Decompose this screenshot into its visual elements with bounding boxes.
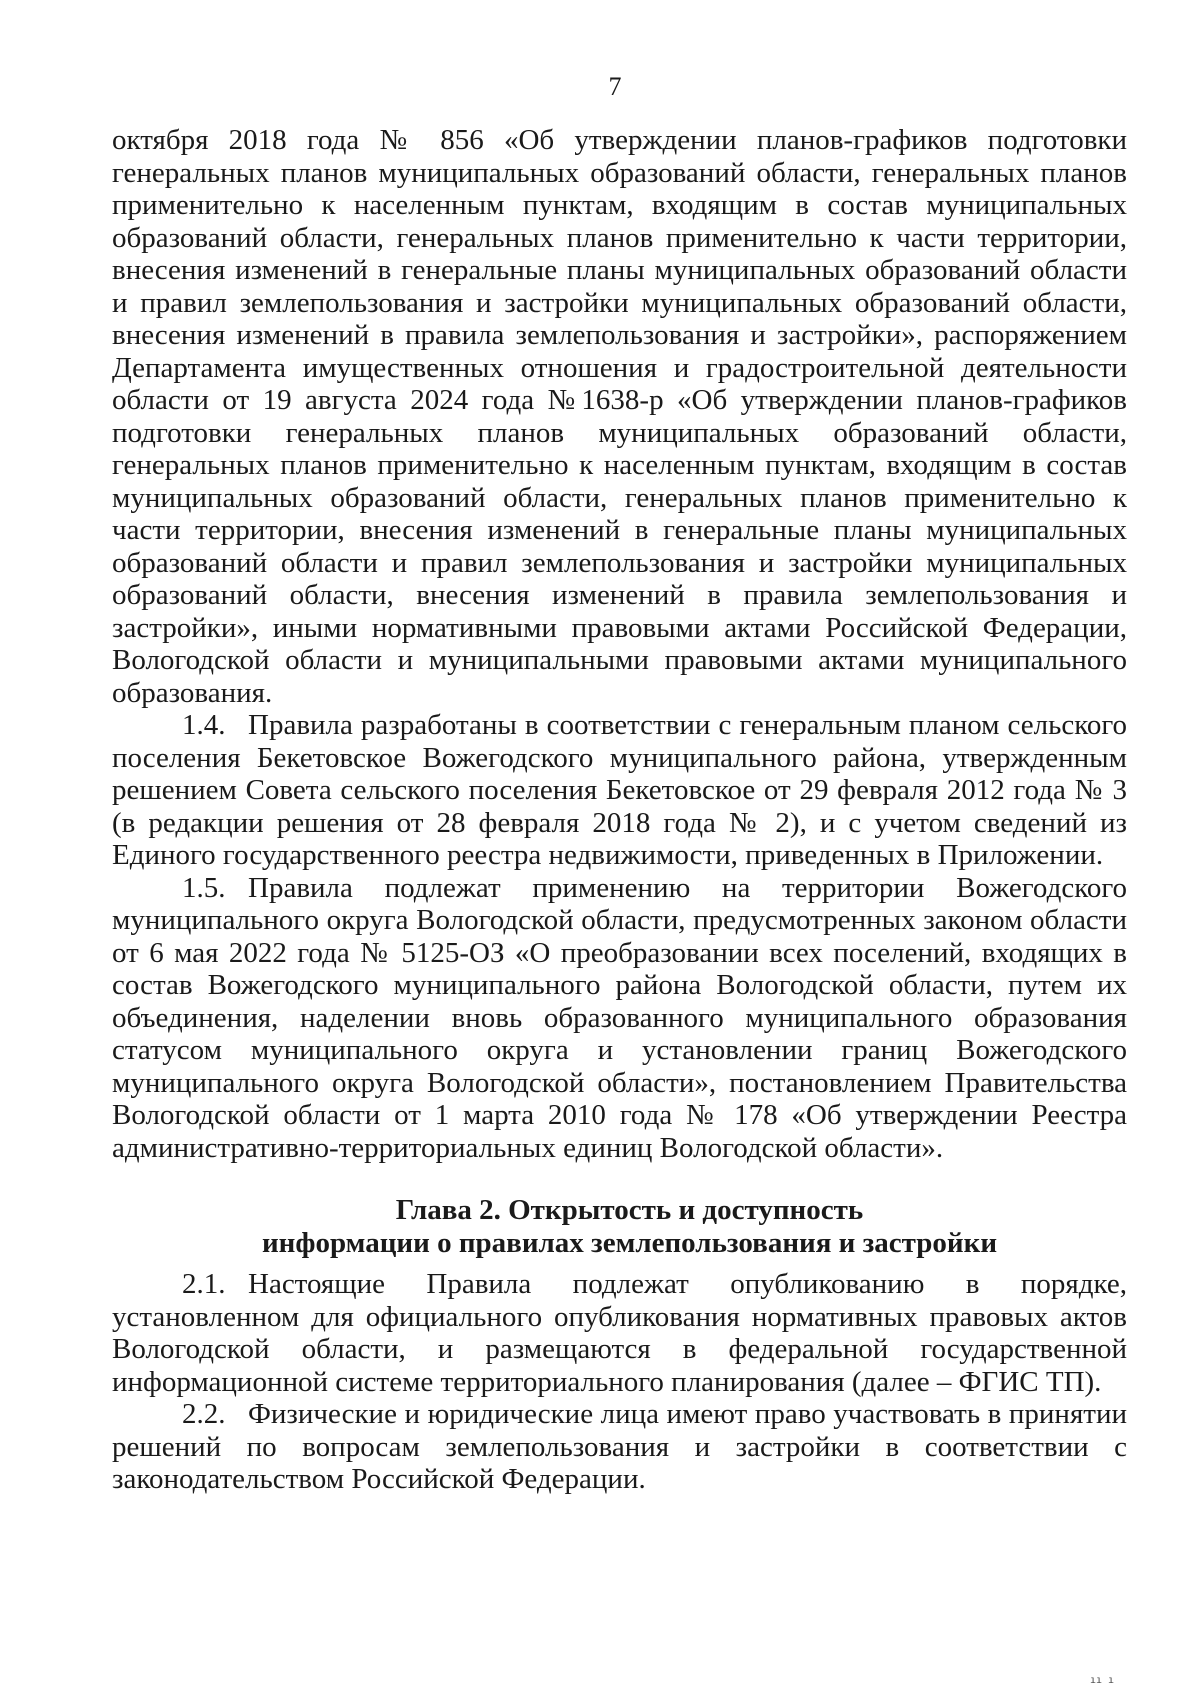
clause-number: 2.2. [182, 1398, 226, 1430]
clause-text: Правила разработаны в соответствии с генеральным планом сельского поселения Бекетовское Вожегодского муниципального района, утвержденным решением Совета сельского поселения Бекетовское от 29 февраля 2012 года № 3 (в редакции решения от 28 февраля 2018 года № 2), и с учетом сведений из Единого государственного реестра недвижимости, приведенных в Приложении. [112, 709, 1127, 871]
clause-number: 1.5. [182, 871, 226, 904]
chapter-title-line-1: Глава 2. Открытость и доступность [395, 1194, 864, 1226]
chapter-title-line-2: информации о правилах землепользования и застройки [261, 1227, 998, 1259]
clause-number: 1.4. [182, 709, 226, 741]
clause-text: Настоящие Правила подлежат опубликованию в порядке, установленном для официального опубликования нормативных правовых актов Вологодской области, и размещаются в федеральной государственной информационной системе территориального планирования (далее – ФГИС ТП). [112, 1268, 1127, 1398]
clause-text: Правила подлежат применению на территории Вожегодского муниципального округа Вологодской области, предусмотренных законом области от 6 мая 2022 года № 5125-ОЗ «О преобразовании всех поселений, входящих в состав Вожегодского муниципального района Вологодской области, путем их объединения, наделении вновь образованного муниципального образования статусом муниципального округа и установлении границ Вожегодского муниципального округа Вологодской области», постановлением Правительства Вологодской области от 1 марта 2010 года № 178 «Об утверждении Реестра административно-территориальных единиц Вологодской области». [112, 871, 1127, 1164]
chapter-2-heading [112, 1194, 1127, 1260]
paragraph-2-2 [112, 1398, 1127, 1496]
clause-number: 2.1. [182, 1268, 226, 1300]
paragraph-1-5 [112, 872, 1127, 1165]
clause-text: Физические и юридические лица имеют право участвовать в принятии решений по вопросам землепользования и застройки в соответствии с законодательством Российской Федерации. [112, 1398, 1127, 1495]
page-number: 7 [608, 72, 622, 101]
paragraph-1-4 [112, 709, 1127, 872]
paragraph-intro-continuation: октября 2018 года № 856 «Об утверждении планов-графиков подготовки генеральных планов муниципальных образований области, генеральных планов применительно к населенным пунктам, входящим в состав муниципальных образований области, генеральных планов применительно к части территории, внесения изменений в генеральные планы муниципальных образований области и правил землепользования и застройки муниципальных образований области, внесения изменений в правила землепользования и застройки», распоряжением Департамента имущественных отношения и градостроительной деятельности области от 19 августа 2024 года №1638-р «Об утверждении планов-графиков подготовки генеральных планов муниципальных образований области, генеральных планов применительно к населенным пунктам, входящим в состав муниципальных образований области, генеральных планов применительно к части территории, внесения изменений в генеральные планы муниципальных образований области и правил землепользования и застройки муниципальных образований области, внесения изменений в правила землепользования и застройки», иными нормативными правовыми актами Российской Федерации, Вологодской области и муниципальными правовыми актами муниципального образования. [112, 124, 1127, 709]
document-body [112, 124, 1127, 1496]
scan-artifact-marks: ıı ı [1090, 1675, 1115, 1686]
paragraph-2-1 [112, 1268, 1127, 1398]
